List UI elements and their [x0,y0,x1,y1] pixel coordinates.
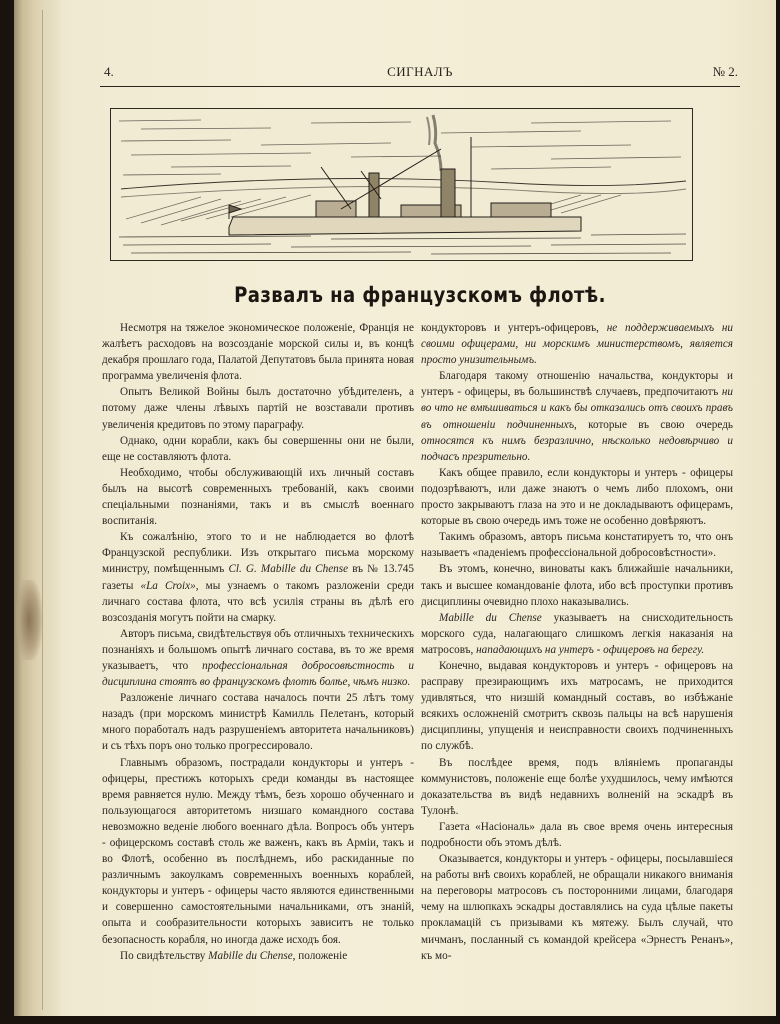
italic-text: Mabille du Chense [208,949,293,962]
article-title: Развалъ на французскомъ флотѣ. [234,283,606,307]
ship-hull [229,137,581,235]
paragraph-text: въ № 13.745 газеты [102,563,414,592]
page-binding-edge [14,0,62,1016]
paragraph-text: Опытъ Великой Войны былъ достаточно убѣдителенъ, а потому даже члены лѣвыхъ партiй не возставали противъ увеличенiя кредитовъ по этому параграфу. [102,386,414,431]
paragraph-text: Главнымъ образомъ, пострадали кондукторы и унтеръ - офицеры, престижъ которыхъ среди команды въ настоящее время равняется нулю. Между тѣмъ, безъ хорошо обученнаго и пользующагося авторитетомъ низшаго командного состава невозможно веденiе любого военнаго дѣла. Вопросъ объ унтеръ - офицерскомъ составѣ столь же важенъ, какъ въ Армiи, такъ и во Флотѣ, особенно въ послѣднемъ, ибо раскиданные по различнымъ закоулкамъ современныхъ военныхъ кораблей, кондукторы и унтеръ - офицеры часто являются единственными и совершенно самостоятельными начальниками, отъ знанiй, опыта и сообразительности которыхъ зависитъ не только безопасность корабля, но иногда даже исходъ боя. [102,756,414,946]
water-hatching [119,234,686,254]
paragraph-text: Конечно, выдавая кондукторовъ и унтеръ - офицеровъ на расправу презирающимъ ихъ матросамъ, не приходится удивляться, что низшiй командный составъ, во избѣжанiе всякихъ осложненiй смотритъ сквозь пальцы на всѣ нарушенiя дисциплины, упущенiя и неисправности своихъ подчиненныхъ по службѣ. [421,659,733,753]
paper-stain [16,580,42,660]
paragraph [421,658,733,755]
paragraph [421,755,733,819]
ship-drawing [111,109,692,260]
paragraph [102,465,414,529]
paragraph [102,690,414,754]
italic-text: Cl. G. Mabille du Chense [228,563,349,576]
paragraph [421,368,733,465]
paragraph-text: Однако, одни корабли, какъ бы совершенны они не были, еще не составляютъ флота. [102,434,414,463]
paragraph [421,851,733,964]
page-number: 4. [104,64,114,79]
paragraph [102,755,414,948]
right-column [421,320,733,964]
italic-text: Mabille du Chense [439,611,542,624]
paragraph-text: указываетъ на снисходительность морского суда, налагающаго слишкомъ легкiя наказанiя на матросовъ, [421,611,734,656]
paragraph [421,465,733,529]
sky-hatching [119,120,681,175]
paragraph-text: , которые въ свою очередь [574,418,733,431]
paragraph-text: кондукторовъ и унтеръ-офицеровъ, [421,322,607,334]
ship-illustration [110,108,693,261]
paragraph [102,529,414,626]
paragraph-text: Необходимо, чтобы обслуживающiй ихъ личный составъ былъ на высотѣ современныхъ требованiй, какъ своими спецiальными познанiями, такъ и въ смыслѣ военнаго воспитанiя. [102,466,414,528]
paragraph [421,819,733,851]
running-header [100,60,740,87]
binding-fold-line [42,10,43,1010]
issue-number: № 2. [712,64,738,79]
paragraph [421,320,733,368]
italic-text: ни во что не вмѣшиваться и какъ бы отказались отъ своихъ правъ въ отношенiи подчиненныхъ [421,386,733,431]
paragraph [102,384,414,432]
paragraph-text: Разложенiе личнаго состава началось почти 25 лѣтъ тому назадъ (при морскомъ министрѣ Камилль Пелетанъ, который много поработалъ надъ разрушенiемъ авторитета начальниковъ) и съ тѣхъ поръ оно только прогрессировало. [102,692,414,753]
paragraph-text: Какъ общее правило, если кондукторы и унтеръ - офицеры подозрѣваютъ, или даже знаютъ о чемъ либо плохомъ, они просто закрываютъ глаза на это и не докладываютъ офицерамъ, которые въ свою очередь имъ тоже не особенно довѣряютъ. [421,466,733,528]
paragraph [102,433,414,465]
paragraph [102,948,414,964]
paragraph [421,610,733,658]
paragraph-text: , положенiе [292,949,348,962]
smoke [427,115,441,171]
publication-title: СИГНАЛЪ [387,64,453,79]
italic-text: не поддерживаемыхъ ни своими офицерами, ни морскимъ министерствомъ, является просто унизительнымъ. [421,322,733,367]
paragraph-text: Благодаря такому отношенiю начальства, кондукторы и унтеръ - офицеры, въ большинствѣ случаевъ, предпочитаютъ [421,370,733,399]
paragraph-text: По свидѣтельству [120,949,209,962]
left-column [102,320,414,964]
paragraph [421,561,733,609]
italic-text: «La Croix» [140,579,196,592]
paragraph-text: Оказывается, кондукторы и унтеръ - офицеры, посылавшiеся на работы внѣ своихъ кораблей, не обращали никакого вниманiя на переговоры матросовъ съ посторонними лицами, благодаря чему на шлюпкахъ эскадры доставлялись на суда цѣлые пакеты прокламацiй съ призывами къ мятежу. Былъ случай, что мичманъ, посланный съ командой крейсера «Эрнестъ Ренанъ», къ мо- [421,853,733,962]
italic-text: профессiональная добросовѣстность и дисциплина стоятъ во французскомъ флотѣ болѣе, чѣмъ низко. [102,659,414,689]
paragraph-text: , мы узнаемъ о такомъ разложенiи среди личнаго состава флота, что всѣ усилiя страны въ дѣлѣ его возсозданiя могутъ пойти на смарку. [102,579,414,624]
paragraph-text: Несмотря на тяжелое экономическое положенiе, Францiя не жалѣетъ расходовъ на возсозданiе морской силы и, въ концѣ декабря прошлаго года, Палатой Депутатовъ была принята новая программа увеличенiя флота. [102,322,414,383]
shoreline [121,179,686,198]
paragraph [102,320,414,384]
paragraph-text: Въ этомъ, конечно, виноваты какъ ближайшiе начальники, такъ и высшее командованiе флота, ибо всѣ проступки противъ дисциплины очевидно плохо наказывались. [421,563,733,608]
paragraph-text: Газета «Насiональ» дала въ свое время очень интересныя подробности объ этомъ дѣлѣ. [421,820,733,849]
paragraph-text: Авторъ письма, свидѣтельствуя объ отличныхъ техническихъ познанiяхъ и большомъ опытѣ личнаго состава, въ то же время указываетъ, что [102,627,414,672]
paragraph-text: Такимъ образомъ, авторъ письма констатируетъ то, что онъ называетъ «паденiемъ профессiональной добросовѣстности». [421,531,733,560]
paragraph [421,529,733,561]
paragraph [102,626,414,690]
paragraph-text: Къ сожалѣнiю, этого то и не наблюдается во флотѣ Французской республики. Изъ открытаго письма морскому министру, помѣщеннымъ [102,531,414,576]
paragraph-text: Въ послѣдее время, подъ влiянiемъ пропаганды коммунистовъ, положенiе еще болѣе ухудшилось, чему имѣются доказательства въ видѣ недавнихъ волненiй на эскадрѣ въ Тулонѣ. [421,756,733,817]
italic-text: относятся къ нимъ безразлично, нѣсколько недовѣрчиво и подчасъ презрительно. [421,434,733,463]
italic-text: нападающихъ на унтеръ - офицеровъ на берегу. [476,643,705,656]
